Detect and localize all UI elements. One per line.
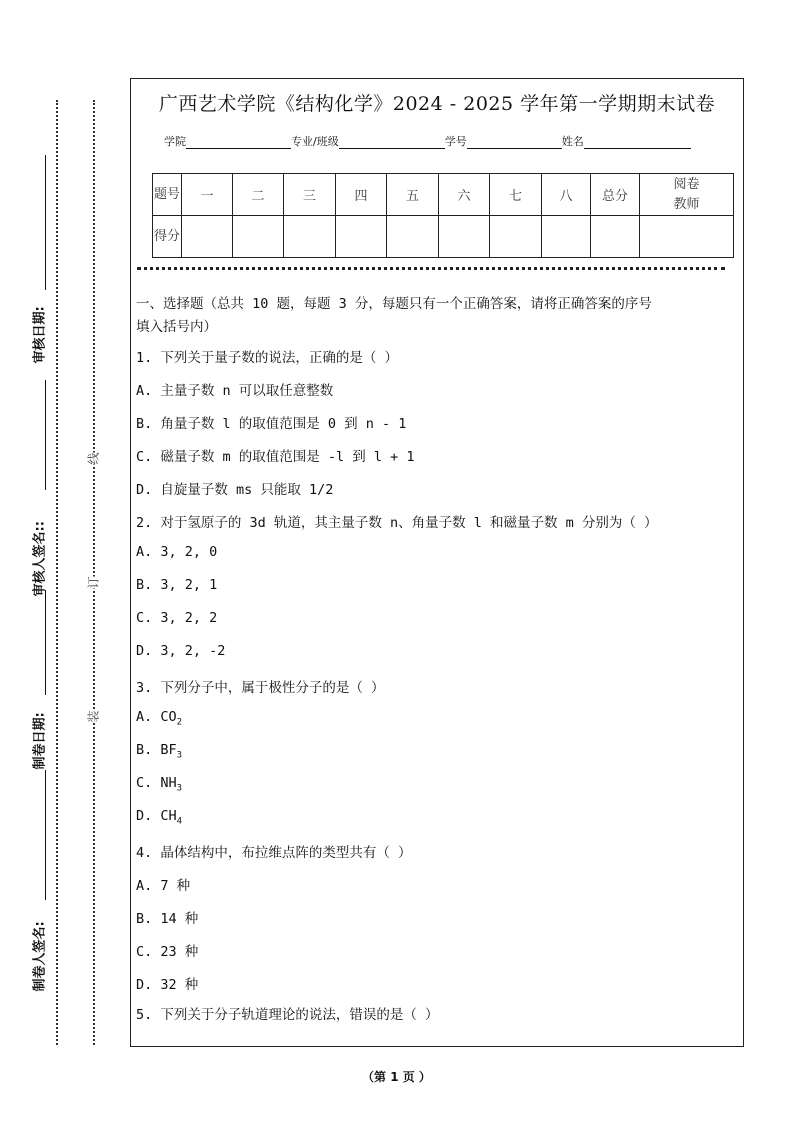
exam-title: 广西艺术学院《结构化学》2024 - 2025 学年第一学期期末试卷	[158, 93, 716, 115]
row-label: 题号	[153, 174, 182, 216]
column-header: 四	[336, 174, 387, 216]
column-header: 六	[439, 174, 490, 216]
score-cell[interactable]	[640, 216, 734, 258]
option-prefix: C.	[136, 775, 161, 791]
option: A. 7 种	[136, 878, 191, 894]
option: D. 3, 2, -2	[136, 643, 226, 659]
option: C. 3, 2, 2	[136, 610, 218, 626]
student-id-label: 学号	[444, 135, 467, 148]
binding-dotted-line-inner	[93, 100, 95, 1045]
score-cell[interactable]	[387, 216, 439, 258]
score-cell[interactable]	[542, 216, 591, 258]
binding-mark-ding: 订	[86, 576, 101, 589]
name-label: 姓名	[561, 135, 584, 148]
score-cell[interactable]	[591, 216, 640, 258]
score-cell[interactable]	[490, 216, 542, 258]
prepare-date-label: 制卷日期:	[32, 712, 48, 770]
page-number: （第 1 页 ）	[362, 1070, 431, 1084]
column-header: 二	[233, 174, 284, 216]
section-heading: 一、选择题（总共 10 题，每题 3 分，每题只有一个正确答案，请将正确答案的序号	[136, 296, 652, 312]
question-stem: 3. 下列分子中，属于极性分子的是（ ）	[136, 680, 385, 696]
score-cell[interactable]	[439, 216, 490, 258]
college-field[interactable]	[186, 136, 291, 149]
option: A. 主量子数 n 可以取任意整数	[136, 383, 334, 399]
binding-mark-zhuang: 装	[86, 710, 101, 723]
question-stem: 2. 对于氢原子的 3d 轨道，其主量子数 n、角量子数 l 和磁量子数 m 分别为（ ）	[136, 515, 658, 531]
column-header: 阅卷教师	[640, 174, 734, 216]
option: B. 角量子数 l 的取值范围是 0 到 n - 1	[136, 416, 407, 432]
column-header: 总分	[591, 174, 640, 216]
option	[136, 742, 182, 761]
score-table	[152, 173, 734, 258]
question-stem: 1. 下列关于量子数的说法，正确的是（ ）	[136, 350, 399, 366]
question-number-row	[153, 174, 734, 216]
option-prefix: B.	[136, 742, 161, 758]
score-row	[153, 216, 734, 258]
preparer-signature-label: 制卷人签名:	[32, 921, 48, 992]
option: B. 3, 2, 1	[136, 577, 218, 593]
exam-frame	[130, 78, 744, 1047]
option: C. 23 种	[136, 944, 199, 960]
formula-subscript: 2	[176, 717, 183, 728]
binding-mark-xian: 线	[86, 452, 101, 465]
column-header: 八	[542, 174, 591, 216]
score-cell[interactable]	[233, 216, 284, 258]
student-info-row	[164, 133, 691, 149]
option-prefix: A.	[136, 709, 161, 725]
reviewer-signature-label: 审核人签名::	[32, 521, 48, 597]
major-class-field[interactable]	[339, 136, 445, 149]
option: B. 14 种	[136, 911, 199, 927]
column-header: 五	[387, 174, 439, 216]
formula-subscript: 4	[176, 816, 183, 827]
signature-line	[45, 590, 46, 695]
formula: NH	[160, 775, 177, 791]
formula: CH	[160, 808, 177, 824]
option	[136, 775, 182, 794]
score-cell[interactable]	[284, 216, 336, 258]
signature-line	[45, 770, 46, 900]
signature-line	[45, 380, 46, 490]
question-stem: 4. 晶体结构中，布拉维点阵的类型共有（ ）	[136, 845, 412, 861]
column-header: 一	[182, 174, 233, 216]
question-stem: 5. 下列关于分子轨道理论的说法，错误的是（ ）	[136, 1007, 439, 1023]
student-id-field[interactable]	[467, 136, 562, 149]
column-header: 七	[490, 174, 542, 216]
option: C. 磁量子数 m 的取值范围是 -l 到 l + 1	[136, 449, 415, 465]
college-label: 学院	[164, 135, 186, 148]
binding-dotted-line-outer	[56, 100, 58, 1045]
name-field[interactable]	[584, 136, 691, 149]
section-heading-cont: 填入括号内）	[136, 319, 217, 335]
option-prefix: D.	[136, 808, 161, 824]
formula: BF	[160, 742, 177, 758]
option	[136, 808, 182, 827]
option	[136, 709, 182, 728]
score-cell[interactable]	[182, 216, 233, 258]
formula-subscript: 3	[176, 783, 183, 794]
signature-line	[45, 155, 46, 290]
column-header: 三	[284, 174, 336, 216]
option: A. 3, 2, 0	[136, 544, 218, 560]
row-label: 得分	[153, 216, 182, 258]
formula-subscript: 3	[176, 750, 183, 761]
major-class-label: 专业/班级	[291, 135, 339, 148]
formula: CO	[160, 709, 177, 725]
score-cell[interactable]	[336, 216, 387, 258]
section-divider	[137, 267, 725, 270]
review-date-label: 审核日期:	[32, 306, 48, 364]
option: D. 自旋量子数 ms 只能取 1/2	[136, 482, 334, 498]
option: D. 32 种	[136, 977, 199, 993]
